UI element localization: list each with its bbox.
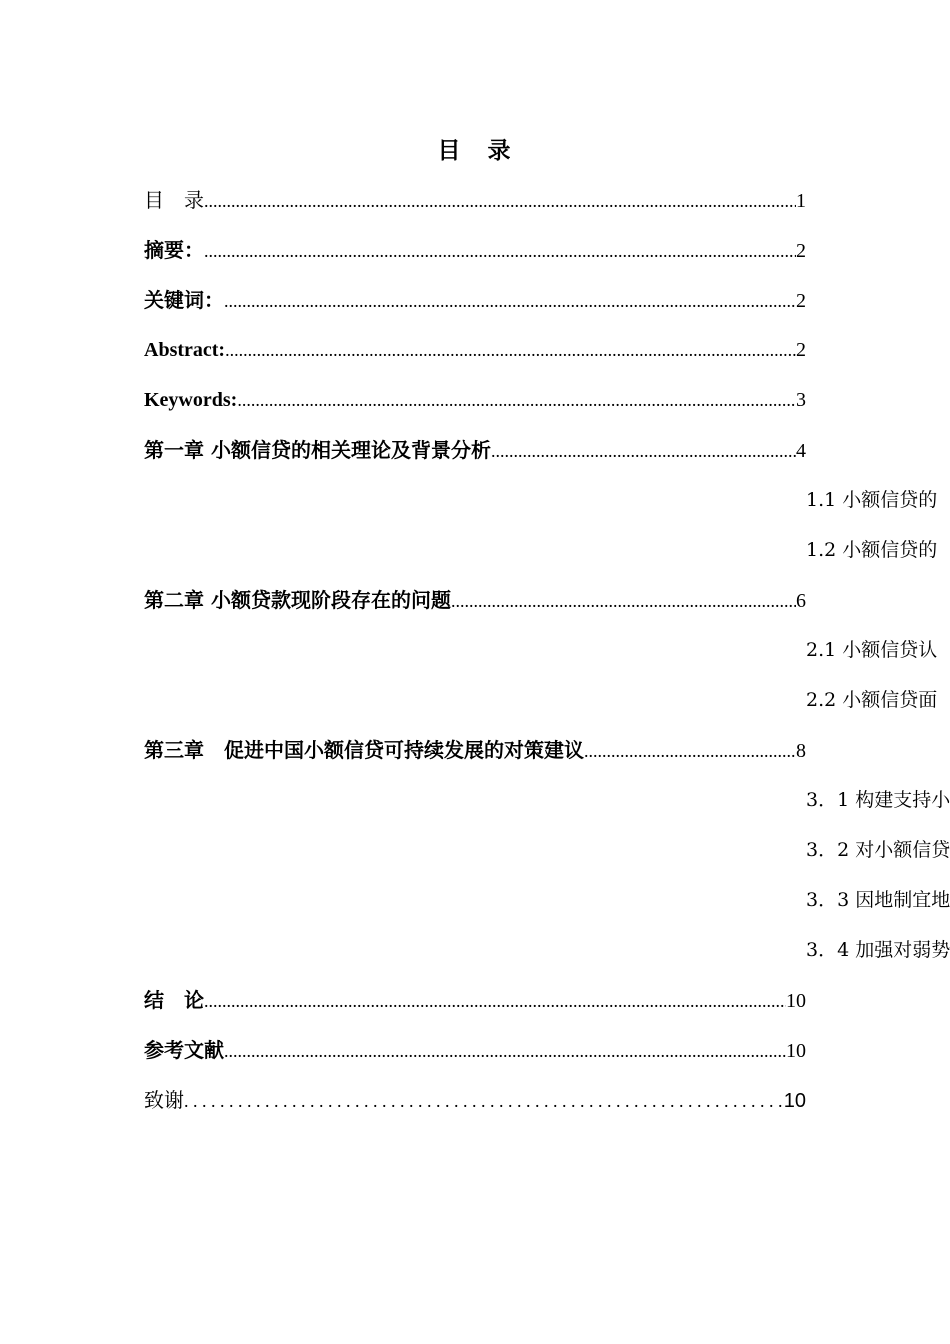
toc-entry-label: 摘要： bbox=[144, 238, 204, 262]
toc-subsection-2-1[interactable]: 2.1 小额信贷认 bbox=[806, 639, 938, 661]
toc-entry-label: 致谢 bbox=[144, 1088, 184, 1112]
toc-leader bbox=[204, 237, 796, 265]
toc-subsection-3-3[interactable]: 3．3 因地制宜地 bbox=[806, 889, 950, 911]
toc-leader bbox=[451, 587, 796, 615]
toc-page-number: 6 bbox=[796, 590, 806, 612]
toc-entry-keywords-en[interactable] bbox=[144, 386, 806, 414]
toc-subsection-3-4[interactable]: 3．4 加强对弱势 bbox=[806, 939, 950, 961]
toc-subsection-3-2[interactable]: 3．2 对小额信贷 bbox=[806, 839, 950, 861]
toc-entry-abstract-en[interactable] bbox=[144, 336, 806, 364]
toc-page-number: 1 bbox=[796, 190, 806, 212]
toc-subsection-1-1[interactable]: 1.1 小额信贷的 bbox=[806, 489, 938, 511]
toc-entry-chapter-1[interactable] bbox=[144, 436, 806, 464]
page-title: 目 录 bbox=[437, 138, 513, 164]
toc-page-number: 2 bbox=[796, 240, 806, 262]
toc-entry-keywords-cn[interactable] bbox=[144, 286, 806, 314]
toc-subsection-3-1[interactable]: 3．1 构建支持小 bbox=[806, 789, 950, 811]
toc-leader bbox=[204, 987, 786, 1015]
toc-leader bbox=[204, 187, 796, 215]
toc-entry-acknowledgements[interactable] bbox=[144, 1086, 806, 1114]
toc-leader bbox=[224, 1037, 786, 1065]
toc-subsection-1-2[interactable]: 1.2 小额信贷的 bbox=[806, 539, 938, 561]
toc-entry-contents[interactable] bbox=[144, 186, 806, 214]
toc-subsection-2-2[interactable]: 2.2 小额信贷面 bbox=[806, 689, 938, 711]
toc-entry-label: Abstract: bbox=[144, 339, 226, 361]
toc-entry-label: 目 录 bbox=[144, 188, 204, 212]
toc-entry-abstract-cn[interactable] bbox=[144, 236, 806, 264]
toc-entry-chapter-2[interactable] bbox=[144, 586, 806, 614]
toc-entry-label: 第三章 促进中国小额信贷可持续发展的对策建议 bbox=[144, 738, 584, 762]
toc-entry-label: 第一章 小额信贷的相关理论及背景分析 bbox=[144, 438, 491, 462]
toc-entry-label: 结 论 bbox=[144, 988, 204, 1012]
toc-leader bbox=[584, 737, 796, 765]
toc-entry-label: 参考文献 bbox=[144, 1038, 224, 1062]
toc-page-number: 2 bbox=[796, 339, 806, 361]
toc-entry-label: Keywords: bbox=[144, 389, 238, 411]
toc-entry-chapter-3[interactable] bbox=[144, 736, 806, 764]
toc-page-number: 10 bbox=[783, 1090, 806, 1112]
toc-entry-label: 第二章 小额贷款现阶段存在的问题 bbox=[144, 588, 451, 612]
toc-page-number: 10 bbox=[786, 1040, 806, 1062]
toc-leader bbox=[224, 287, 796, 315]
toc-leader bbox=[225, 336, 796, 364]
toc-page-number: 3 bbox=[796, 389, 806, 411]
toc-page-number: 8 bbox=[796, 740, 806, 762]
toc-leader bbox=[491, 437, 796, 465]
toc-page-number: 10 bbox=[786, 990, 806, 1012]
toc-page-number: 4 bbox=[796, 440, 806, 462]
toc-entry-label: 关键词： bbox=[144, 288, 224, 312]
toc-entry-references[interactable] bbox=[144, 1036, 806, 1064]
toc-page-number: 2 bbox=[796, 290, 806, 312]
toc-leader bbox=[237, 386, 796, 414]
toc-entry-conclusion[interactable] bbox=[144, 986, 806, 1014]
toc-leader bbox=[184, 1087, 784, 1115]
